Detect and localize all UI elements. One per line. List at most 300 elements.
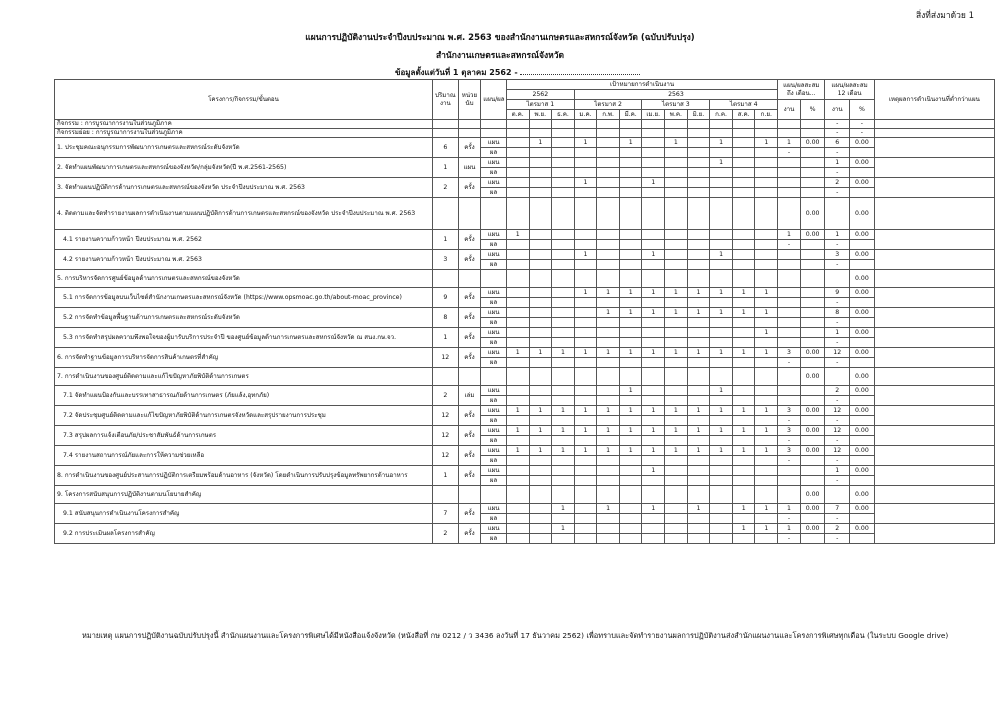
task-qty: 2 bbox=[432, 386, 458, 406]
month-value: 1 bbox=[732, 504, 755, 524]
remark-cell bbox=[874, 288, 994, 308]
header-month: มี.ค. bbox=[619, 110, 642, 120]
table-cell: 0.00 bbox=[850, 486, 875, 504]
month-value: 1 bbox=[687, 446, 710, 466]
cum-12-pct: 0.00 bbox=[850, 158, 875, 178]
month-value: 1 bbox=[755, 328, 778, 348]
cum-12-work: 9 - bbox=[825, 288, 850, 308]
table-cell bbox=[642, 486, 665, 504]
month-value: 1 bbox=[642, 250, 665, 270]
plan-result-label: แผน ผล bbox=[481, 230, 507, 250]
month-value bbox=[642, 230, 665, 250]
month-value: 1 bbox=[665, 406, 688, 426]
table-cell bbox=[552, 270, 575, 288]
month-value bbox=[687, 386, 710, 406]
cum-to-pct bbox=[800, 158, 825, 178]
month-value: 1 bbox=[687, 348, 710, 368]
month-value: 1 bbox=[710, 288, 733, 308]
plan-result-label: แผน ผล bbox=[481, 138, 507, 158]
header-work: งาน bbox=[778, 100, 801, 120]
month-value bbox=[552, 158, 575, 178]
header-month: ก.พ. bbox=[597, 110, 620, 120]
task-name: 9.1 สนับสนุนการดำเนินงานโครงการสำคัญ bbox=[55, 504, 433, 524]
remark-cell bbox=[874, 524, 994, 544]
month-value bbox=[552, 250, 575, 270]
remark-cell bbox=[874, 328, 994, 348]
cum-to-pct: 0.00 bbox=[800, 504, 825, 524]
plan-result-label: แผน ผล bbox=[481, 504, 507, 524]
month-value: 1 bbox=[552, 524, 575, 544]
cum-to-pct: 0.00 bbox=[800, 524, 825, 544]
table-row bbox=[55, 368, 995, 386]
table-cell bbox=[432, 198, 458, 230]
month-value bbox=[732, 138, 755, 158]
month-value bbox=[755, 230, 778, 250]
month-value: 1 bbox=[597, 288, 620, 308]
table-cell bbox=[755, 270, 778, 288]
header-pct: % bbox=[800, 100, 825, 120]
task-unit: ครั้ง bbox=[458, 504, 481, 524]
table-cell bbox=[458, 120, 481, 129]
month-value: 1 bbox=[755, 504, 778, 524]
header-month: ต.ค. bbox=[506, 110, 529, 120]
table-cell bbox=[778, 270, 801, 288]
table-cell bbox=[778, 120, 801, 129]
header-project: โครงการ/กิจกรรม/ขั้นตอน bbox=[55, 80, 433, 120]
cum-to-pct: 0.00 bbox=[800, 230, 825, 250]
table-cell bbox=[732, 368, 755, 386]
month-value bbox=[597, 230, 620, 250]
task-unit: เล่ม bbox=[458, 386, 481, 406]
month-value bbox=[755, 386, 778, 406]
month-value: 1 bbox=[552, 446, 575, 466]
task-unit: ครั้ง bbox=[458, 406, 481, 426]
table-cell bbox=[710, 368, 733, 386]
table-cell bbox=[825, 486, 850, 504]
month-value bbox=[642, 158, 665, 178]
table-cell bbox=[800, 120, 825, 129]
task-unit: ครั้ง bbox=[458, 328, 481, 348]
cum-to-work bbox=[778, 178, 801, 198]
cum-to-pct bbox=[800, 250, 825, 270]
table-row bbox=[55, 230, 995, 250]
table-cell bbox=[481, 198, 507, 230]
month-value: 1 bbox=[574, 138, 597, 158]
remark-cell bbox=[874, 250, 994, 270]
cum-12-pct: 0.00 bbox=[850, 250, 875, 270]
plan-table bbox=[54, 79, 995, 544]
task-unit: ครั้ง bbox=[458, 524, 481, 544]
month-value: 1 bbox=[619, 426, 642, 446]
table-cell bbox=[506, 368, 529, 386]
month-value: 1 bbox=[710, 386, 733, 406]
month-value: 1 bbox=[732, 308, 755, 328]
task-name: 3. จัดทำแผนปฏิบัติการด้านการเกษตรและสหกรณ์ของจังหวัด ประจำปีงบประมาณ พ.ศ. 2563 bbox=[55, 178, 433, 198]
month-value bbox=[506, 328, 529, 348]
cum-12-work: 12 - bbox=[825, 446, 850, 466]
table-row bbox=[55, 308, 995, 328]
header-month: พ.ค. bbox=[665, 110, 688, 120]
month-value: 1 bbox=[574, 178, 597, 198]
header-year-2562: 2562 bbox=[506, 90, 574, 100]
month-value: 1 bbox=[755, 524, 778, 544]
task-name: 4. ติดตามและจัดทำรายงานผลการดำเนินงานตามแผนปฏิบัติการด้านการเกษตรและสหกรณ์ของจังหวัด ประจำปีงบประมาณ พ.ศ. 2563 bbox=[55, 198, 433, 230]
cum-12-work: 1 - bbox=[825, 230, 850, 250]
month-value bbox=[732, 386, 755, 406]
remark-cell bbox=[874, 426, 994, 446]
month-value: 1 bbox=[552, 348, 575, 368]
table-cell bbox=[529, 486, 552, 504]
table-cell bbox=[800, 129, 825, 138]
cum-12-work: 2 - bbox=[825, 178, 850, 198]
month-value bbox=[665, 178, 688, 198]
month-value bbox=[755, 178, 778, 198]
task-unit: ครั้ง bbox=[458, 466, 481, 486]
month-value bbox=[710, 178, 733, 198]
remark-cell bbox=[874, 138, 994, 158]
month-value: 1 bbox=[597, 504, 620, 524]
task-name: 2. จัดทำแผนพัฒนาการเกษตรและสหกรณ์ของจังหวัด/กลุ่มจังหวัด(ปี พ.ศ.2561-2565) bbox=[55, 158, 433, 178]
table-cell bbox=[597, 198, 620, 230]
task-name: 8. การดำเนินงานของศูนย์ประสานการปฏิบัติการเตรียมพร้อมด้านอาหาร (จังหวัด) โดยดำเนินการปรับปรุงข้อมูลทรัพยากรด้านอาหาร bbox=[55, 466, 433, 486]
month-value bbox=[597, 250, 620, 270]
task-qty: 9 bbox=[432, 288, 458, 308]
month-value bbox=[642, 328, 665, 348]
month-value: 1 bbox=[710, 308, 733, 328]
month-value bbox=[597, 386, 620, 406]
month-value bbox=[574, 466, 597, 486]
month-value: 1 bbox=[506, 230, 529, 250]
task-qty: 2 bbox=[432, 178, 458, 198]
table-cell bbox=[529, 198, 552, 230]
table-cell bbox=[481, 486, 507, 504]
remark-cell bbox=[874, 178, 994, 198]
month-value: 1 bbox=[597, 348, 620, 368]
month-value bbox=[732, 250, 755, 270]
page-subtitle: สำนักงานเกษตรและสหกรณ์จังหวัด bbox=[435, 51, 565, 61]
plan-result-label: แผน ผล bbox=[481, 406, 507, 426]
remark-cell bbox=[874, 348, 994, 368]
cum-to-work: 3 - bbox=[778, 426, 801, 446]
month-value: 1 bbox=[574, 348, 597, 368]
task-qty: 1 bbox=[432, 158, 458, 178]
remark-cell bbox=[874, 446, 994, 466]
table-cell: 0.00 bbox=[850, 198, 875, 230]
table-cell bbox=[778, 486, 801, 504]
header-q4: ไตรมาส 4 bbox=[710, 100, 778, 110]
task-name: กิจกรรม : การบูรณาการงานในส่วนภูมิภาค bbox=[55, 120, 433, 129]
table-cell bbox=[665, 120, 688, 129]
month-value: 1 bbox=[642, 288, 665, 308]
month-value bbox=[552, 466, 575, 486]
task-name: 7.4 รายงานสถานการณ์ภัยและการให้ความช่วยเหลือ bbox=[55, 446, 433, 466]
task-name: 5.3 การจัดทำสรุปผลความพึงพอใจของผู้มารับบริการประจำปี ของศูนย์ข้อมูลด้านการเกษตรและสหกรณ์จังหวัด ณ สนง.กษ.จว. bbox=[55, 328, 433, 348]
month-value: 1 bbox=[687, 426, 710, 446]
month-value bbox=[574, 524, 597, 544]
attachment-label: สิ่งที่ส่งมาด้วย 1 bbox=[915, 11, 974, 21]
table-cell bbox=[825, 270, 850, 288]
task-name: 5. การบริหารจัดการศูนย์ข้อมูลด้านการเกษตรและสหกรณ์ของจังหวัด bbox=[55, 270, 433, 288]
month-value bbox=[710, 230, 733, 250]
table-cell bbox=[778, 368, 801, 386]
plan-result-label: แผน ผล bbox=[481, 348, 507, 368]
month-value bbox=[619, 524, 642, 544]
month-value bbox=[687, 178, 710, 198]
table-cell bbox=[755, 368, 778, 386]
cum-to-pct bbox=[800, 466, 825, 486]
month-value: 1 bbox=[619, 308, 642, 328]
task-name: 4.1 รายงานความก้าวหน้า ปีงบประมาณ พ.ศ. 2562 bbox=[55, 230, 433, 250]
task-unit: ครั้ง bbox=[458, 230, 481, 250]
table-cell bbox=[529, 270, 552, 288]
plan-result-label: แผน ผล bbox=[481, 524, 507, 544]
table-cell bbox=[642, 198, 665, 230]
table-row bbox=[55, 178, 995, 198]
month-value bbox=[529, 308, 552, 328]
month-value bbox=[506, 308, 529, 328]
cum-12-pct: 0.00 bbox=[850, 348, 875, 368]
month-value: 1 bbox=[755, 308, 778, 328]
table-cell: - bbox=[825, 129, 850, 138]
month-value bbox=[574, 504, 597, 524]
cum-to-work: 3 - bbox=[778, 446, 801, 466]
month-value: 1 bbox=[506, 348, 529, 368]
header-unit: หน่วยนับ bbox=[458, 80, 481, 120]
table-cell bbox=[458, 198, 481, 230]
header-month: ก.ค. bbox=[710, 110, 733, 120]
month-value: 1 bbox=[687, 504, 710, 524]
table-cell bbox=[874, 198, 994, 230]
table-cell bbox=[732, 270, 755, 288]
month-value: 1 bbox=[597, 406, 620, 426]
table-cell bbox=[732, 198, 755, 230]
table-cell bbox=[642, 368, 665, 386]
table-cell bbox=[687, 129, 710, 138]
table-cell bbox=[481, 129, 507, 138]
month-value bbox=[506, 386, 529, 406]
month-value: 1 bbox=[687, 406, 710, 426]
cum-12-pct: 0.00 bbox=[850, 524, 875, 544]
month-value: 1 bbox=[574, 446, 597, 466]
table-cell bbox=[619, 198, 642, 230]
remark-cell bbox=[874, 308, 994, 328]
table-cell bbox=[619, 368, 642, 386]
task-unit: ครั้ง bbox=[458, 308, 481, 328]
table-cell bbox=[619, 120, 642, 129]
month-value: 1 bbox=[642, 504, 665, 524]
month-value bbox=[710, 466, 733, 486]
month-value: 1 bbox=[710, 446, 733, 466]
table-cell bbox=[710, 129, 733, 138]
table-cell bbox=[665, 486, 688, 504]
task-name: 7.1 จัดทำแผนป้องกันและบรรเทาสาธารณภัยด้านการเกษตร (ภัยแล้ง,อุทกภัย) bbox=[55, 386, 433, 406]
table-cell: 0.00 bbox=[800, 198, 825, 230]
month-value bbox=[597, 328, 620, 348]
table-row bbox=[55, 198, 995, 230]
month-value bbox=[552, 138, 575, 158]
month-value bbox=[710, 524, 733, 544]
table-cell bbox=[574, 198, 597, 230]
task-name: 1. ประชุมคณะอนุกรรมการพัฒนาการเกษตรและสหกรณ์ระดับจังหวัด bbox=[55, 138, 433, 158]
month-value: 1 bbox=[710, 406, 733, 426]
table-row bbox=[55, 158, 995, 178]
month-value: 1 bbox=[529, 406, 552, 426]
month-value bbox=[574, 308, 597, 328]
month-value bbox=[574, 386, 597, 406]
cum-12-work: 2 - bbox=[825, 386, 850, 406]
header-month: ม.ค. bbox=[574, 110, 597, 120]
month-value: 1 bbox=[687, 288, 710, 308]
month-value: 1 bbox=[642, 406, 665, 426]
table-cell bbox=[552, 129, 575, 138]
task-name: 5.2 การจัดทำข้อมูลพื้นฐานด้านการเกษตรและสหกรณ์ระดับจังหวัด bbox=[55, 308, 433, 328]
table-cell bbox=[481, 270, 507, 288]
plan-result-label: แผน ผล bbox=[481, 446, 507, 466]
table-cell bbox=[432, 368, 458, 386]
month-value bbox=[574, 158, 597, 178]
header-month: ธ.ค. bbox=[552, 110, 575, 120]
cum-12-work: 12 - bbox=[825, 406, 850, 426]
month-value bbox=[529, 230, 552, 250]
header-remark: เหตุผลการดำเนินงานที่ต่ำกว่าแผน bbox=[874, 80, 994, 120]
task-name: กิจกรรมย่อย : การบูรณาการงานในส่วนภูมิภาค bbox=[55, 129, 433, 138]
month-value bbox=[755, 158, 778, 178]
table-cell bbox=[529, 120, 552, 129]
cum-to-work bbox=[778, 466, 801, 486]
table-cell bbox=[710, 120, 733, 129]
month-value: 1 bbox=[506, 406, 529, 426]
plan-result-label: แผน ผล bbox=[481, 466, 507, 486]
table-row bbox=[55, 426, 995, 446]
month-value: 1 bbox=[597, 426, 620, 446]
table-cell bbox=[432, 270, 458, 288]
month-value: 1 bbox=[529, 426, 552, 446]
month-value bbox=[687, 524, 710, 544]
remark-cell bbox=[874, 386, 994, 406]
task-unit: ครั้ง bbox=[458, 288, 481, 308]
task-name: 7.3 สรุปผลการแจ้งเตือนภัย/ประชาสัมพันธ์ด้านการเกษตร bbox=[55, 426, 433, 446]
cum-12-work: 12 - bbox=[825, 426, 850, 446]
table-cell bbox=[642, 129, 665, 138]
table-cell: 0.00 bbox=[800, 486, 825, 504]
month-value bbox=[619, 504, 642, 524]
table-row bbox=[55, 288, 995, 308]
table-cell bbox=[642, 270, 665, 288]
cum-to-pct: 0.00 bbox=[800, 138, 825, 158]
month-value bbox=[619, 230, 642, 250]
month-value: 1 bbox=[710, 426, 733, 446]
table-cell bbox=[755, 129, 778, 138]
cum-to-work: 1 - bbox=[778, 524, 801, 544]
month-value bbox=[687, 250, 710, 270]
month-value: 1 bbox=[732, 524, 755, 544]
table-cell bbox=[825, 368, 850, 386]
cum-12-pct: 0.00 bbox=[850, 178, 875, 198]
plan-result-label: แผน ผล bbox=[481, 178, 507, 198]
table-cell bbox=[755, 198, 778, 230]
task-qty: 1 bbox=[432, 230, 458, 250]
table-row bbox=[55, 138, 995, 158]
table-cell bbox=[458, 129, 481, 138]
table-cell bbox=[642, 120, 665, 129]
cum-12-pct: 0.00 bbox=[850, 466, 875, 486]
table-cell: - bbox=[850, 120, 875, 129]
cum-to-work: 1 - bbox=[778, 504, 801, 524]
table-row bbox=[55, 446, 995, 466]
month-value bbox=[506, 466, 529, 486]
table-cell bbox=[574, 270, 597, 288]
cum-12-work: 1 - bbox=[825, 466, 850, 486]
header-cum-12: แผน/ผลสะสม 12 เดือน bbox=[825, 80, 874, 100]
task-qty: 2 bbox=[432, 524, 458, 544]
header-month: ส.ค. bbox=[732, 110, 755, 120]
header-month: ก.ย. bbox=[755, 110, 778, 120]
month-value: 1 bbox=[755, 406, 778, 426]
table-cell bbox=[687, 120, 710, 129]
month-value bbox=[732, 178, 755, 198]
table-cell bbox=[506, 270, 529, 288]
month-value: 1 bbox=[665, 426, 688, 446]
month-value: 1 bbox=[552, 426, 575, 446]
table-cell bbox=[755, 120, 778, 129]
month-value: 1 bbox=[597, 446, 620, 466]
table-cell bbox=[665, 368, 688, 386]
month-value bbox=[665, 466, 688, 486]
month-value bbox=[732, 230, 755, 250]
month-value: 1 bbox=[710, 348, 733, 368]
month-value bbox=[597, 466, 620, 486]
table-cell bbox=[481, 368, 507, 386]
month-value: 1 bbox=[665, 138, 688, 158]
table-cell bbox=[778, 129, 801, 138]
cum-to-work: 3 - bbox=[778, 348, 801, 368]
month-value bbox=[732, 328, 755, 348]
task-unit: ครั้ง bbox=[458, 138, 481, 158]
cum-12-pct: 0.00 bbox=[850, 138, 875, 158]
month-value: 1 bbox=[755, 288, 778, 308]
table-cell bbox=[506, 120, 529, 129]
table-cell: 0.00 bbox=[800, 368, 825, 386]
header-qty: ปริมาณงาน bbox=[432, 80, 458, 120]
cum-to-pct bbox=[800, 386, 825, 406]
month-value bbox=[529, 250, 552, 270]
table-cell bbox=[597, 120, 620, 129]
table-cell bbox=[432, 120, 458, 129]
table-cell bbox=[506, 198, 529, 230]
month-value bbox=[506, 288, 529, 308]
table-cell bbox=[529, 129, 552, 138]
task-qty: 1 bbox=[432, 466, 458, 486]
table-row bbox=[55, 250, 995, 270]
month-value bbox=[665, 158, 688, 178]
task-name: 9.2 การประเมินผลโครงการสำคัญ bbox=[55, 524, 433, 544]
month-value bbox=[529, 158, 552, 178]
month-value: 1 bbox=[732, 426, 755, 446]
task-name: 6. การจัดทำฐานข้อมูลการบริหารจัดการสินค้าเกษตรที่สำคัญ bbox=[55, 348, 433, 368]
month-value: 1 bbox=[732, 446, 755, 466]
month-value bbox=[552, 230, 575, 250]
table-cell bbox=[529, 368, 552, 386]
table-cell: 0.00 bbox=[850, 270, 875, 288]
header-target: เป้าหมายการดำเนินงาน bbox=[506, 80, 777, 90]
table-cell bbox=[665, 129, 688, 138]
month-value bbox=[710, 328, 733, 348]
month-value bbox=[710, 504, 733, 524]
month-value: 1 bbox=[755, 426, 778, 446]
month-value bbox=[506, 504, 529, 524]
month-value bbox=[506, 524, 529, 544]
plan-result-label: แผน ผล bbox=[481, 250, 507, 270]
